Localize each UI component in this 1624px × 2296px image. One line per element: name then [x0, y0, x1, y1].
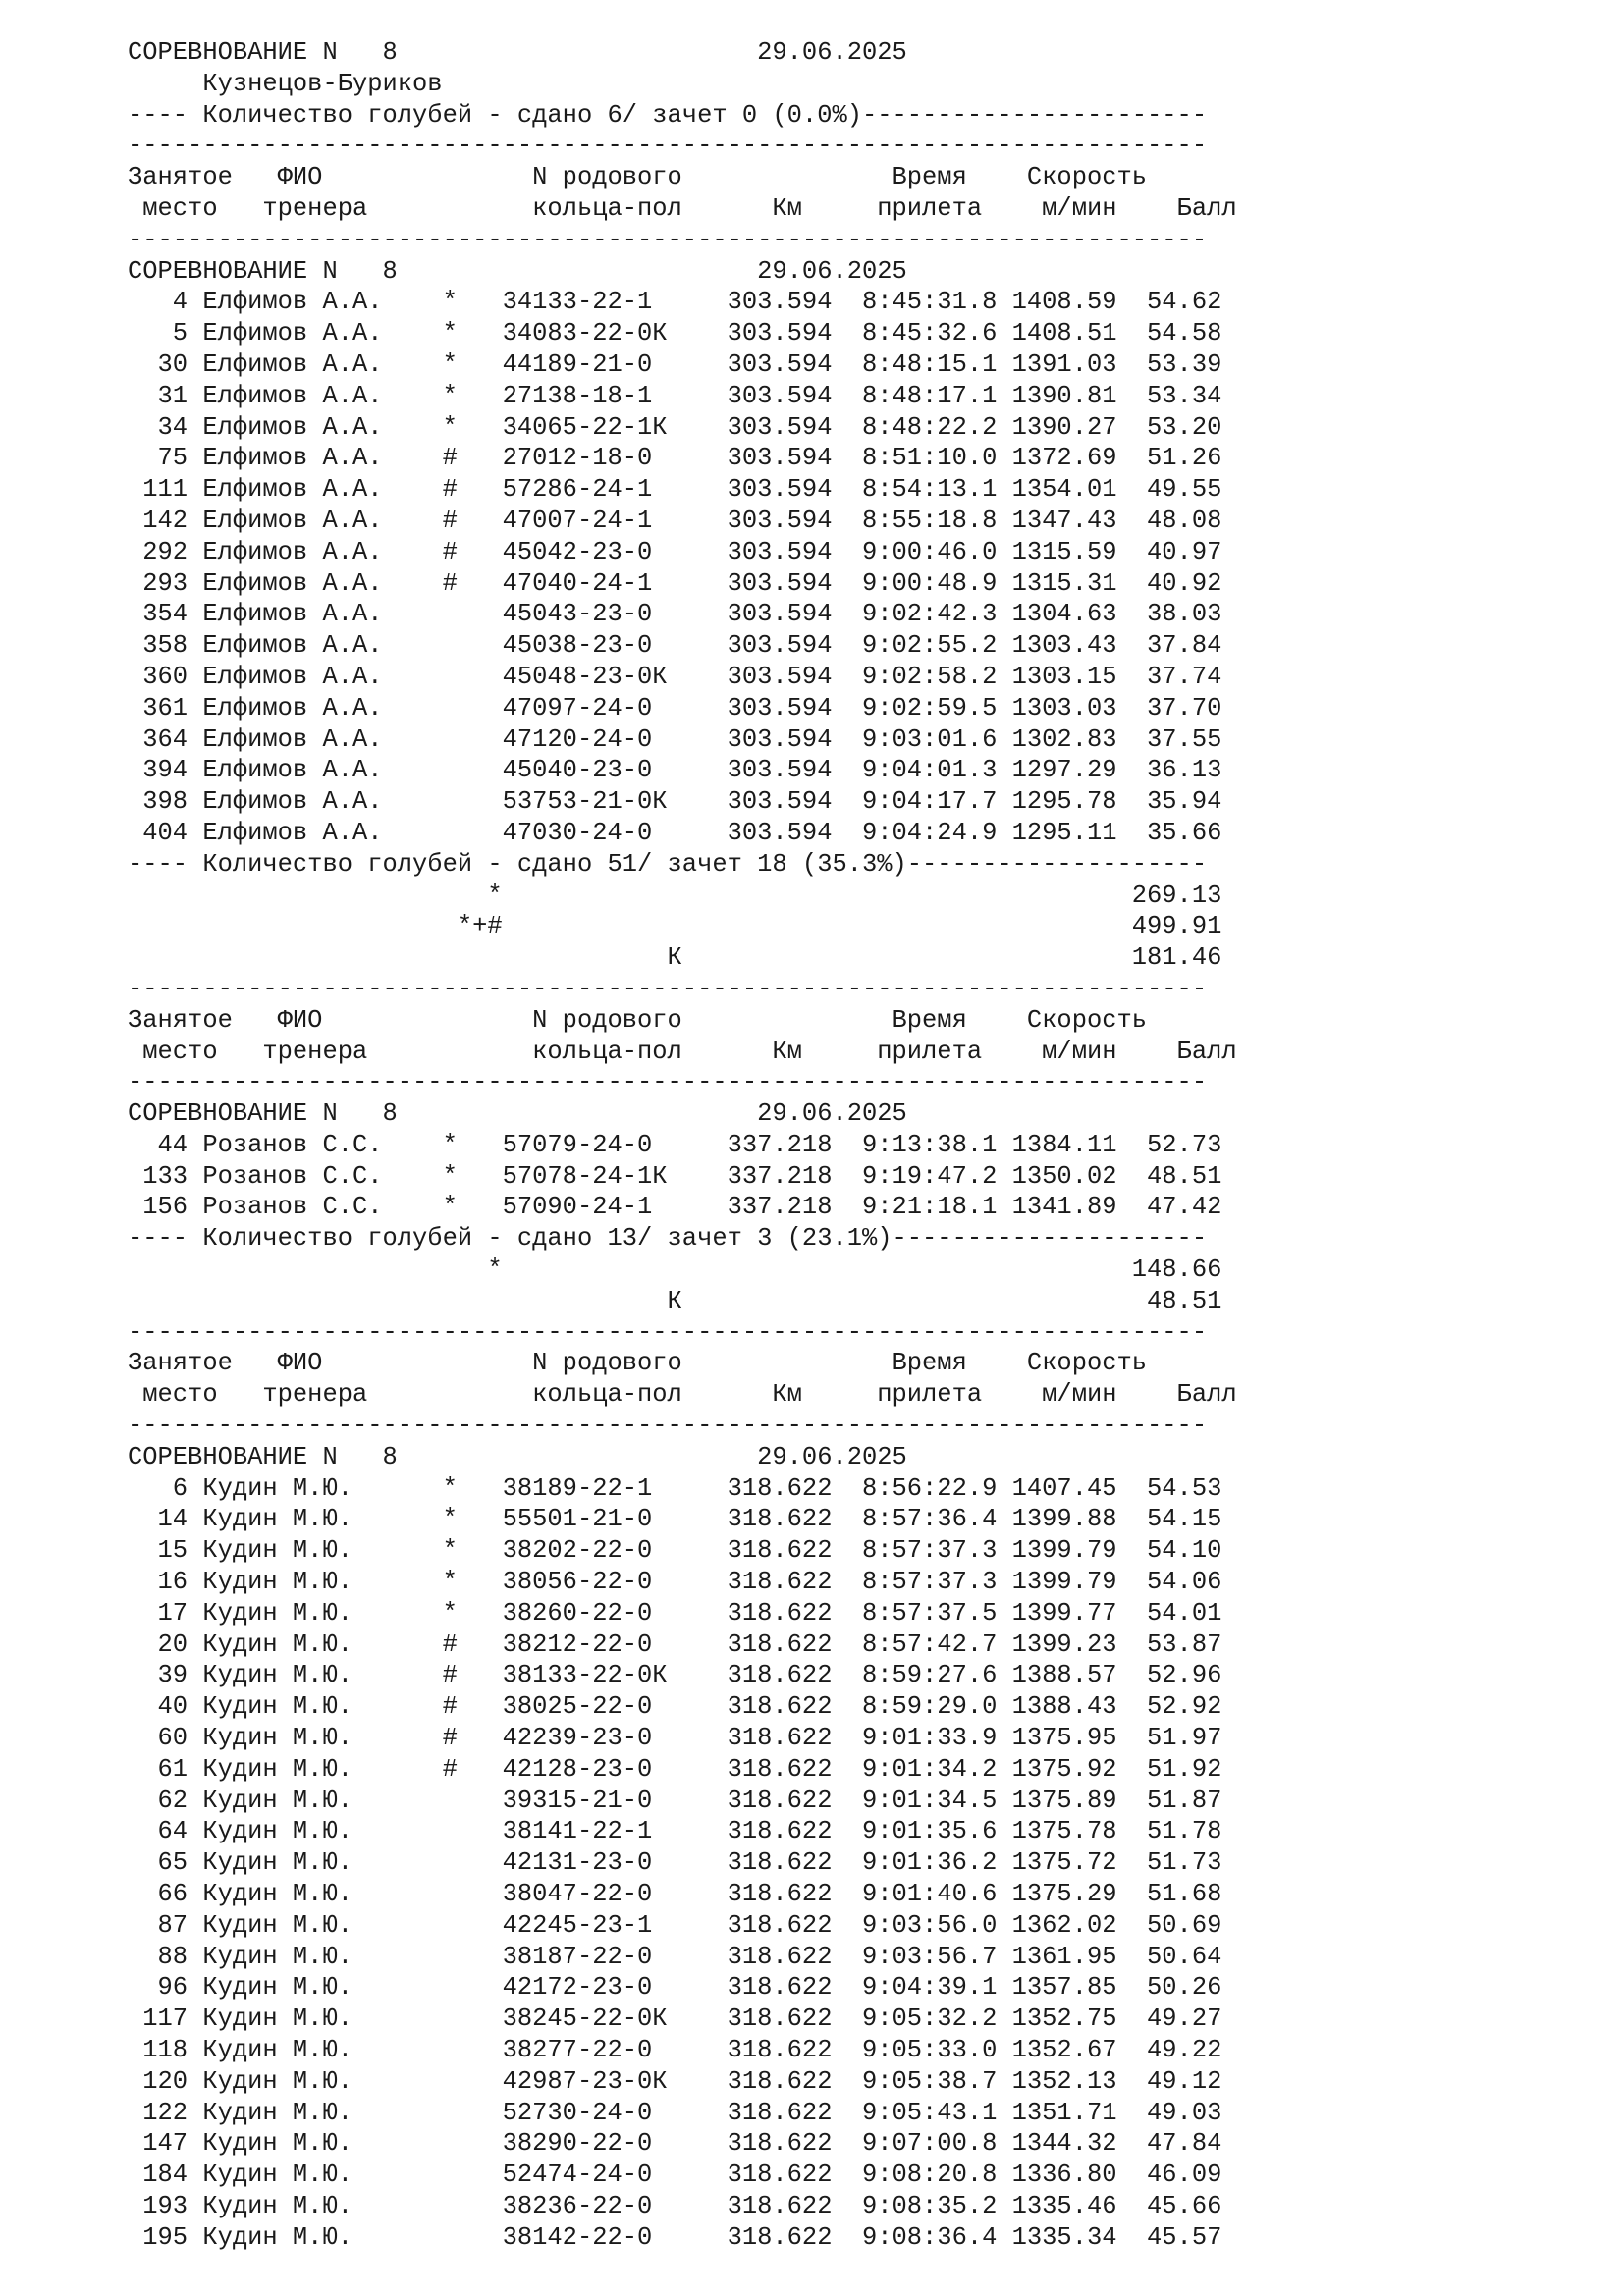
printout-line: 193 Кудин М.Ю. 38236-22-0 318.622 9:08:35.2 1335.46 45.66: [128, 2191, 1222, 2220]
printout-line: Кузнецов-Буриков: [128, 69, 443, 98]
printout-line: 293 Елфимов А.А. # 47040-24-1 303.594 9:00:48.9 1315.31 40.92: [128, 568, 1222, 598]
printout-line: 364 Елфимов А.А. 47120-24-0 303.594 9:03:01.6 1302.83 37.55: [128, 724, 1222, 754]
printout-line: 40 Кудин М.Ю. # 38025-22-0 318.622 8:59:29.0 1388.43 52.92: [128, 1692, 1222, 1722]
printout-line: 65 Кудин М.Ю. 42131-23-0 318.622 9:01:36.2 1375.72 51.73: [128, 1848, 1222, 1878]
printout-line: 96 Кудин М.Ю. 42172-23-0 318.622 9:04:39.1 1357.85 50.26: [128, 1973, 1222, 2002]
printout-line: 75 Елфимов А.А. # 27012-18-0 303.594 8:51:10.0 1372.69 51.26: [128, 444, 1222, 473]
printout-line: Занятое ФИО N родового Время Скорость: [128, 163, 1148, 192]
printout-line: ------------------------------------------------------------------------: [128, 225, 1208, 254]
printout-line: 5 Елфимов А.А. * 34083-22-0К 303.594 8:45:32.6 1408.51 54.58: [128, 319, 1222, 348]
printout-line: 31 Елфимов А.А. * 27138-18-1 303.594 8:48:17.1 1390.81 53.34: [128, 381, 1222, 410]
printout-line: 20 Кудин М.Ю. # 38212-22-0 318.622 8:57:42.7 1399.23 53.87: [128, 1629, 1222, 1659]
printout-line: 120 Кудин М.Ю. 42987-23-0К 318.622 9:05:38.7 1352.13 49.12: [128, 2066, 1222, 2096]
printout-line: ------------------------------------------------------------------------: [128, 1068, 1208, 1097]
printout-line: 117 Кудин М.Ю. 38245-22-0К 318.622 9:05:32.2 1352.75 49.27: [128, 2004, 1222, 2034]
printout-line: СОРЕВНОВАНИЕ N 8 29.06.2025: [128, 38, 907, 67]
printout-line: * 269.13: [128, 881, 1222, 910]
printout-line: 4 Елфимов А.А. * 34133-22-1 303.594 8:45:31.8 1408.59 54.62: [128, 288, 1222, 317]
printout-line: Занятое ФИО N родового Время Скорость: [128, 1349, 1148, 1378]
printout-line: 292 Елфимов А.А. # 45042-23-0 303.594 9:00:46.0 1315.59 40.97: [128, 537, 1222, 566]
printout-line: ------------------------------------------------------------------------: [128, 1317, 1208, 1347]
printout-line: 62 Кудин М.Ю. 39315-21-0 318.622 9:01:34.5 1375.89 51.87: [128, 1786, 1222, 1815]
printout-line: * 148.66: [128, 1255, 1222, 1285]
printout-line: 133 Розанов С.С. * 57078-24-1К 337.218 9:19:47.2 1350.02 48.51: [128, 1161, 1222, 1191]
printout-line: 16 Кудин М.Ю. * 38056-22-0 318.622 8:57:37.3 1399.79 54.06: [128, 1568, 1222, 1597]
printout-line: 64 Кудин М.Ю. 38141-22-1 318.622 9:01:35.6 1375.78 51.78: [128, 1817, 1222, 1846]
printout-line: ---- Количество голубей - сдано 13/ зачет 3 (23.1%)---------------------: [128, 1224, 1208, 1254]
results-printout: [128, 37, 1237, 2254]
printout-line: 184 Кудин М.Ю. 52474-24-0 318.622 9:08:20.8 1336.80 46.09: [128, 2161, 1222, 2190]
printout-line: ------------------------------------------------------------------------: [128, 974, 1208, 1003]
printout-line: 394 Елфимов А.А. 45040-23-0 303.594 9:04:01.3 1297.29 36.13: [128, 756, 1222, 785]
printout-line: СОРЕВНОВАНИЕ N 8 29.06.2025: [128, 1099, 907, 1129]
printout-line: 360 Елфимов А.А. 45048-23-0К 303.594 9:02:58.2 1303.15 37.74: [128, 662, 1222, 691]
printout-line: 118 Кудин М.Ю. 38277-22-0 318.622 9:05:33.0 1352.67 49.22: [128, 2036, 1222, 2064]
printout-line: 404 Елфимов А.А. 47030-24-0 303.594 9:04:24.9 1295.11 35.66: [128, 818, 1222, 847]
printout-line: 61 Кудин М.Ю. # 42128-23-0 318.622 9:01:34.2 1375.92 51.92: [128, 1754, 1222, 1784]
printout-line: 195 Кудин М.Ю. 38142-22-0 318.622 9:08:36.4 1335.34 45.57: [128, 2222, 1222, 2252]
printout-line: 142 Елфимов А.А. # 47007-24-1 303.594 8:55:18.8 1347.43 48.08: [128, 506, 1222, 535]
printout-line: 354 Елфимов А.А. 45043-23-0 303.594 9:02:42.3 1304.63 38.03: [128, 600, 1222, 629]
printout-line: 14 Кудин М.Ю. * 55501-21-0 318.622 8:57:36.4 1399.88 54.15: [128, 1505, 1222, 1534]
printout-line: 6 Кудин М.Ю. * 38189-22-1 318.622 8:56:22.9 1407.45 54.53: [128, 1473, 1222, 1503]
printout-line: К 181.46: [128, 943, 1222, 973]
printout-line: 34 Елфимов А.А. * 34065-22-1К 303.594 8:48:22.2 1390.27 53.20: [128, 412, 1222, 442]
printout-line: К 48.51: [128, 1286, 1222, 1315]
printout-line: ---- Количество голубей - сдано 6/ зачет 0 (0.0%)-----------------------: [128, 100, 1208, 130]
printout-line: 122 Кудин М.Ю. 52730-24-0 318.622 9:05:43.1 1351.71 49.03: [128, 2098, 1222, 2127]
printout-line: СОРЕВНОВАНИЕ N 8 29.06.2025: [128, 1442, 907, 1471]
printout-line: 66 Кудин М.Ю. 38047-22-0 318.622 9:01:40.6 1375.29 51.68: [128, 1880, 1222, 1909]
printout-line: 111 Елфимов А.А. # 57286-24-1 303.594 8:54:13.1 1354.01 49.55: [128, 475, 1222, 505]
printout-line: Занятое ФИО N родового Время Скорость: [128, 1005, 1148, 1035]
printout-line: 358 Елфимов А.А. 45038-23-0 303.594 9:02:55.2 1303.43 37.84: [128, 631, 1222, 661]
printout-line: ------------------------------------------------------------------------: [128, 132, 1208, 161]
printout-line: *+# 499.91: [128, 912, 1222, 941]
printout-line: 147 Кудин М.Ю. 38290-22-0 318.622 9:07:00.8 1344.32 47.84: [128, 2129, 1222, 2159]
printout-line: 60 Кудин М.Ю. # 42239-23-0 318.622 9:01:33.9 1375.95 51.97: [128, 1724, 1222, 1753]
printout-line: место тренера кольца-пол Км прилета м/мин Балл: [128, 1380, 1237, 1410]
printout-line: 17 Кудин М.Ю. * 38260-22-0 318.622 8:57:37.5 1399.77 54.01: [128, 1598, 1222, 1628]
printout-line: 361 Елфимов А.А. 47097-24-0 303.594 9:02:59.5 1303.03 37.70: [128, 693, 1222, 722]
printout-line: 30 Елфимов А.А. * 44189-21-0 303.594 8:48:15.1 1391.03 53.39: [128, 349, 1222, 379]
printout-line: 15 Кудин М.Ю. * 38202-22-0 318.622 8:57:37.3 1399.79 54.10: [128, 1536, 1222, 1566]
printout-line: СОРЕВНОВАНИЕ N 8 29.06.2025: [128, 256, 907, 286]
printout-line: 156 Розанов С.С. * 57090-24-1 337.218 9:21:18.1 1341.89 47.42: [128, 1193, 1222, 1222]
printout-line: место тренера кольца-пол Км прилета м/мин Балл: [128, 1037, 1237, 1066]
printout-line: 44 Розанов С.С. * 57079-24-0 337.218 9:13:38.1 1384.11 52.73: [128, 1130, 1222, 1159]
printout-line: 39 Кудин М.Ю. # 38133-22-0К 318.622 8:59:27.6 1388.57 52.96: [128, 1661, 1222, 1690]
printout-line: ---- Количество голубей - сдано 51/ зачет 18 (35.3%)--------------------: [128, 849, 1208, 879]
printout-line: 88 Кудин М.Ю. 38187-22-0 318.622 9:03:56.7 1361.95 50.64: [128, 1942, 1222, 1971]
printout-line: место тренера кольца-пол Км прилета м/мин Балл: [128, 193, 1237, 223]
printout-line: 87 Кудин М.Ю. 42245-23-1 318.622 9:03:56.0 1362.02 50.69: [128, 1910, 1222, 1940]
printout-line: 398 Елфимов А.А. 53753-21-0К 303.594 9:04:17.7 1295.78 35.94: [128, 787, 1222, 817]
printout-line: ------------------------------------------------------------------------: [128, 1412, 1208, 1441]
